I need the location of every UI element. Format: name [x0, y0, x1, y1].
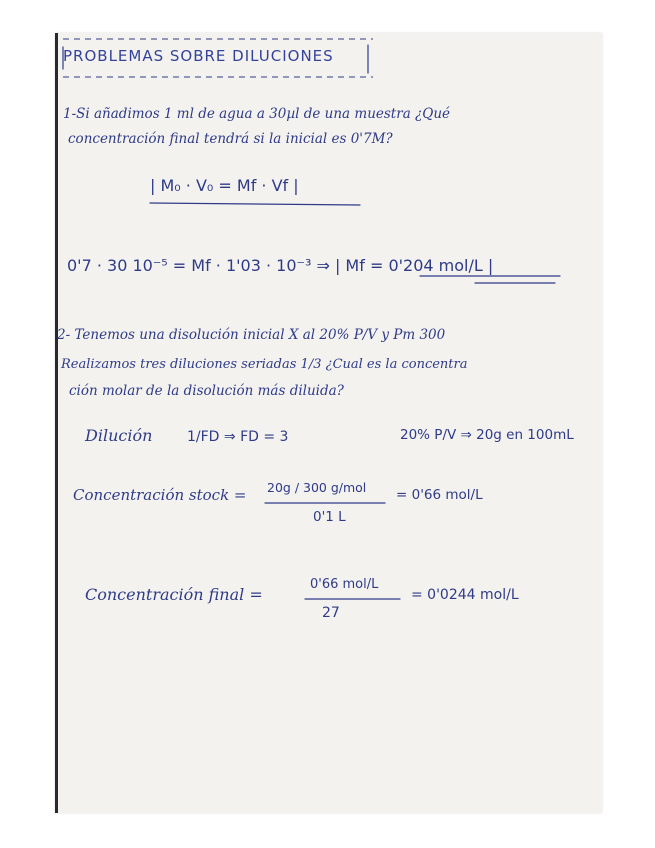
problem1-calculation: 0'7 · 30 10⁻⁵ = Mf · 1'03 · 10⁻³ ⇒ | Mf = 0'204 mol/L | [67, 256, 494, 275]
problem1-line1: 1-Si añadimos 1 ml de agua a 30µl de una muestra ¿Qué [63, 106, 451, 122]
page-title: PROBLEMAS SOBRE DILUCIONES [63, 47, 334, 65]
pv-expression: 20% P/V ⇒ 20g en 100mL [400, 427, 574, 443]
dilution-label: Dilución [85, 426, 153, 445]
stock-denominator: 0'1 L [313, 509, 346, 525]
problem2-line3: ción molar de la disolución más diluida? [69, 383, 344, 399]
stock-result: = 0'66 mol/L [396, 487, 483, 503]
dilution-expression: 1/FD ⇒ FD = 3 [187, 429, 289, 445]
dilution-formula: | M₀ · V₀ = Mf · Vf | [150, 176, 299, 195]
problem2-line2: Realizamos tres diluciones seriadas 1/3 ¿Cual es la concentra [61, 357, 468, 372]
problem2-line1: 2- Tenemos una disolución inicial X al 20% P/V y Pm 300 [57, 327, 446, 343]
handwritten-markings [55, 33, 602, 813]
final-denominator: 27 [322, 605, 340, 621]
final-label: Concentración final = [85, 585, 263, 604]
paper-sheet [55, 33, 602, 813]
stock-label: Concentración stock = [73, 486, 247, 504]
stock-numerator: 20g / 300 g/mol [267, 480, 367, 495]
formula-underline [150, 203, 360, 205]
problem1-line2: concentración final tendrá si la inicial es 0'7M? [68, 131, 393, 147]
final-numerator: 0'66 mol/L [310, 577, 379, 592]
final-result: = 0'0244 mol/L [411, 587, 519, 603]
